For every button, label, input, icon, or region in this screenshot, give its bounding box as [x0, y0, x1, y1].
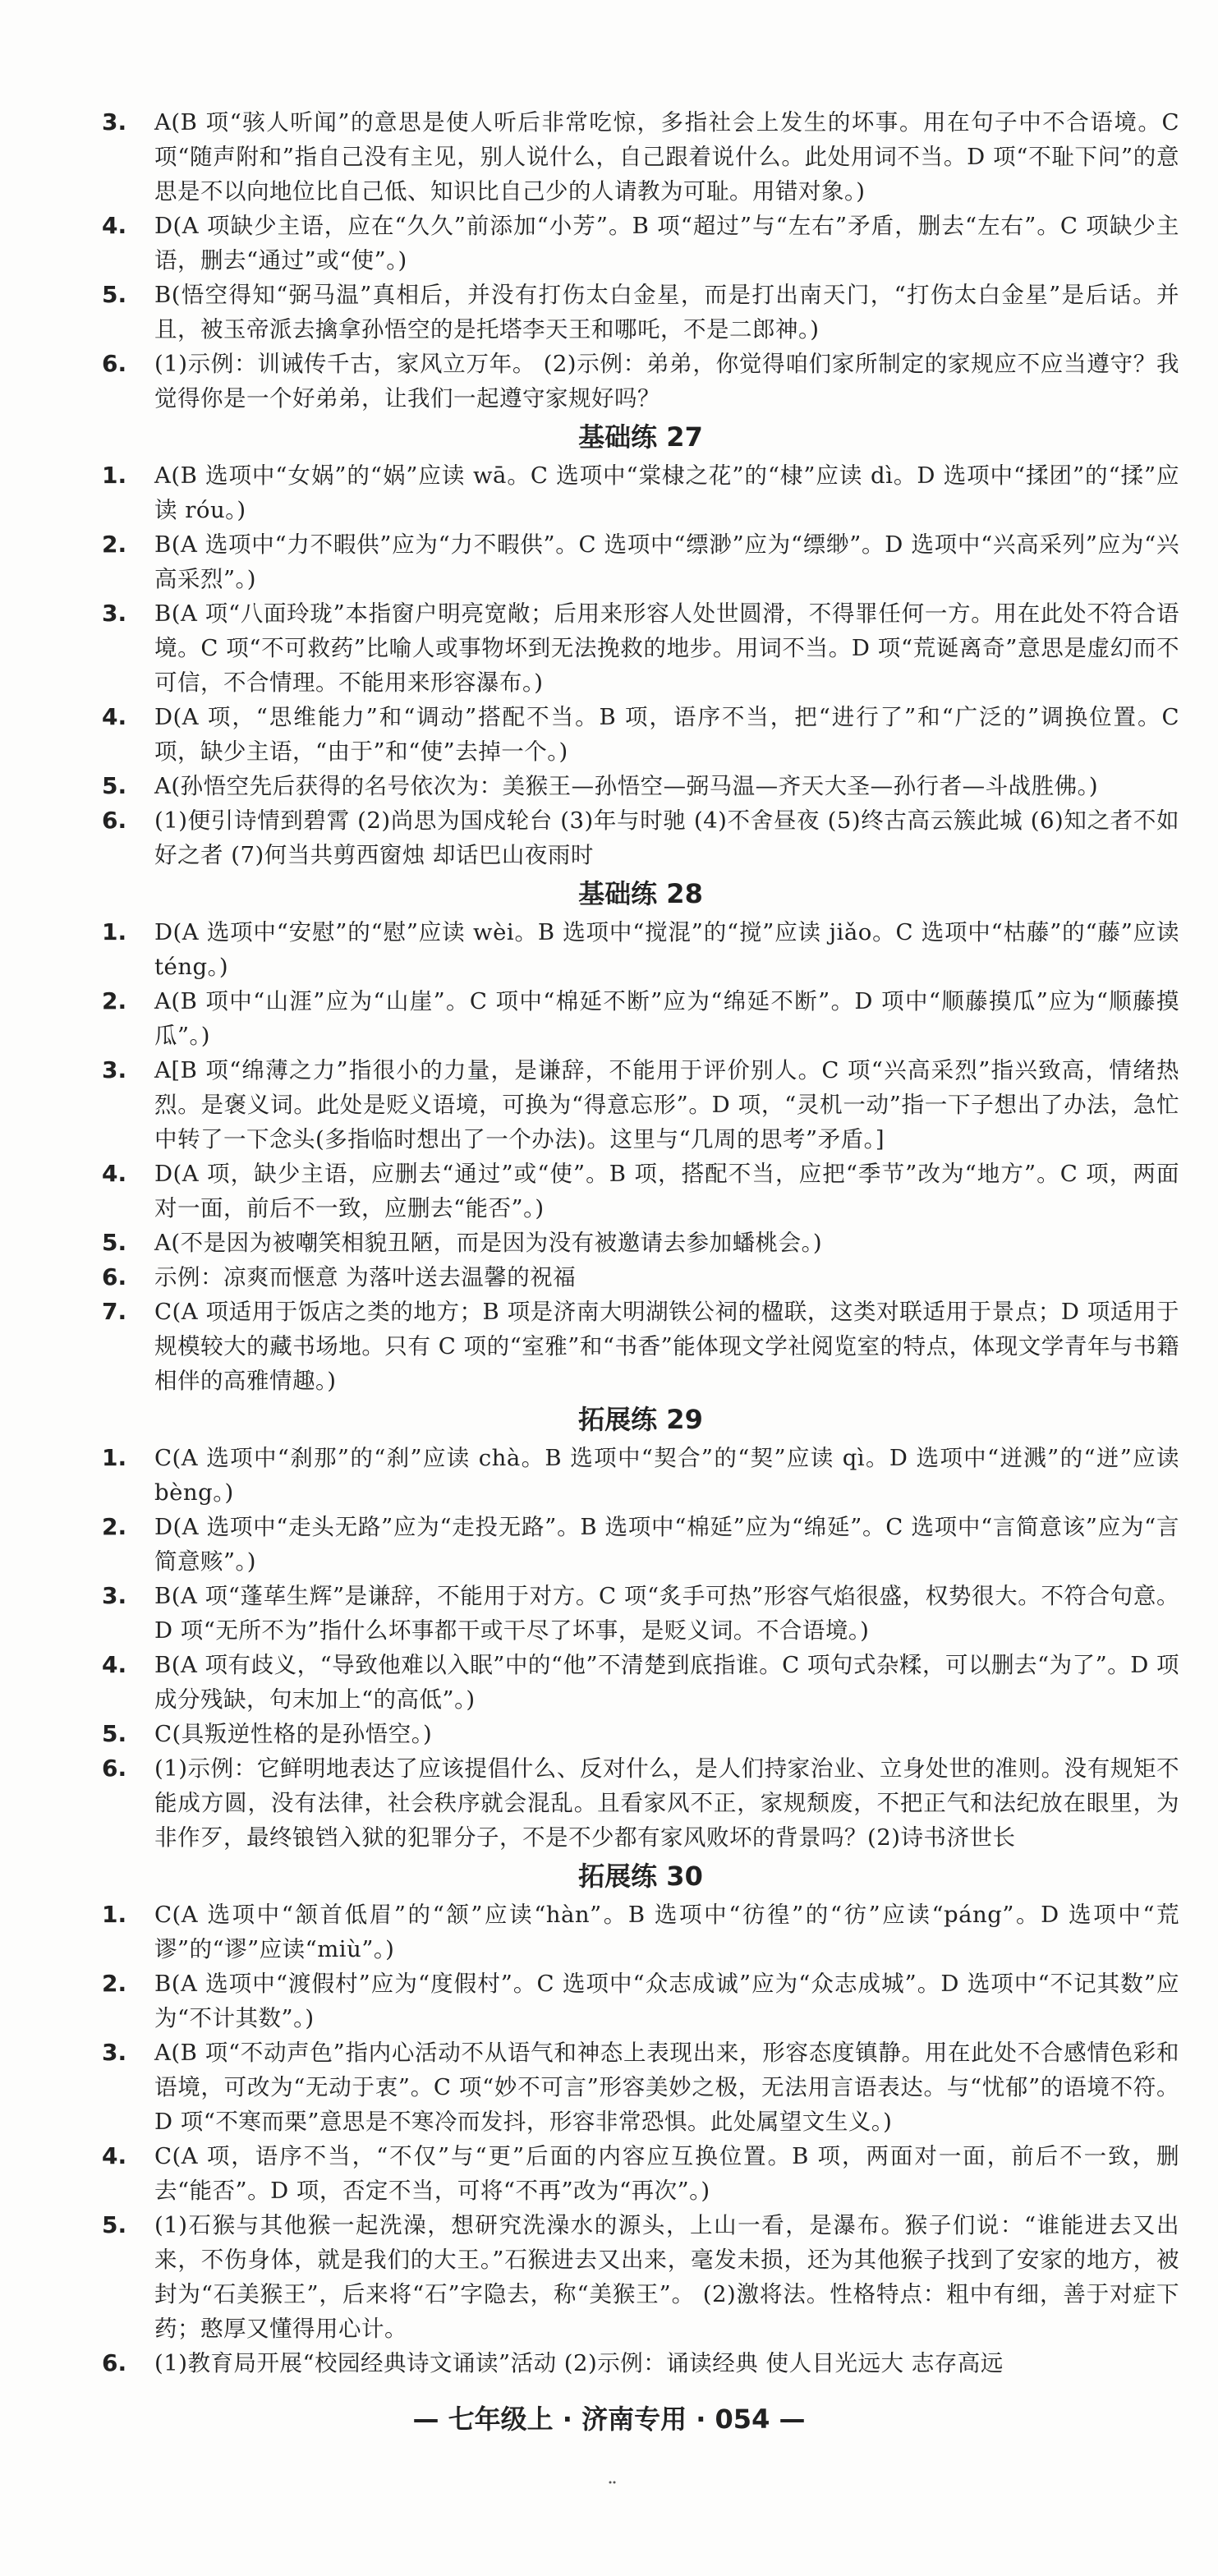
item-number: 5. [102, 1229, 127, 1256]
answer-item [102, 105, 1179, 209]
item-number: 5. [102, 772, 127, 799]
item-text: D(A 选项中“安慰”的“慰”应读 wèi。B 选项中“搅混”的“搅”应读 jiǎo。C 选项中“枯藤”的“藤”应读 téng。) [154, 919, 1179, 980]
item-text: (1)石猴与其他猴一起洗澡，想研究洗澡水的源头，上山一看，是瀑布。猴子们说：“谁能进去又出来，不伤身体，就是我们的大王。”石猴进去又出来，毫发未损，还为其他猴子找到了安家的地方，被封为“石美猴王”，后来将“石”字隐去，称“美猴王”。 (2)激将法。性格特点：粗中有细，善于对症下药；憨厚又懂得用心计。 [154, 2212, 1179, 2342]
item-number: 4. [102, 212, 127, 239]
answer-item [102, 2036, 1179, 2139]
answer-item [102, 1053, 1179, 1157]
item-number: 6. [102, 1755, 127, 1782]
answer-item [102, 803, 1179, 872]
item-number: 4. [102, 1651, 127, 1678]
item-number: 5. [102, 2211, 127, 2238]
answer-item [102, 1510, 1179, 1579]
item-number: 1. [102, 918, 127, 945]
item-text: B(A 选项中“渡假村”应为“度假村”。C 选项中“众志成诚”应为“众志成城”。D 选项中“不记其数”应为“不计其数”。) [154, 1971, 1179, 2031]
item-text: D(A 项，缺少主语，应删去“通过”或“使”。B 项，搭配不当，应把“季节”改为“地方”。C 项，两面对一面，前后不一致，应删去“能否”。) [154, 1161, 1179, 1221]
item-number: 2. [102, 1513, 127, 1540]
item-number: 6. [102, 1263, 127, 1290]
section-heading: 拓展练 29 [578, 1404, 703, 1435]
answer-item [102, 527, 1179, 596]
answer-item [102, 1648, 1179, 1717]
answer-section [102, 876, 1179, 1398]
item-text: D(A 选项中“走头无路”应为“走投无路”。B 选项中“棉延”应为“绵延”。C 选项中“言简意该”应为“言简意赅”。) [154, 1514, 1179, 1575]
section-heading: 基础练 27 [578, 421, 703, 453]
item-number: 5. [102, 1720, 127, 1747]
item-number: 5. [102, 281, 127, 308]
answer-item [102, 1579, 1179, 1648]
scan-speck [608, 2481, 616, 2484]
answer-item [102, 458, 1179, 527]
item-text: D(A 项缺少主语，应在“久久”前添加“小芳”。B 项“超过”与“左右”矛盾，删去“左右”。C 项缺少主语，删去“通过”或“使”。) [154, 213, 1179, 274]
item-text: B(A 项有歧义，“导致他难以入眠”中的“他”不清楚到底指谁。C 项句式杂糅，可以删去“为了”。D 项成分残缺，句末加上“的高低”。) [154, 1652, 1179, 1713]
answer-item [102, 2346, 1179, 2380]
answer-item [102, 2208, 1179, 2346]
answer-item [102, 1441, 1179, 1510]
item-text: A(B 项中“山涯”应为“山崖”。C 项中“棉延不断”应为“绵延不断”。D 项中“顺藤摸瓜”应为“顺藤摸瓜”。) [154, 988, 1179, 1049]
item-text: (1)示例：训诫传千古，家风立万年。 (2)示例：弟弟，你觉得咱们家所制定的家规应不应当遵守？我觉得你是一个好弟弟，让我们一起遵守家规好吗？ [154, 351, 1179, 412]
item-number: 3. [102, 1056, 127, 1083]
item-text: 示例：凉爽而惬意 为落叶送去温馨的祝福 [154, 1264, 577, 1290]
item-number: 3. [102, 2039, 127, 2066]
answer-item [102, 2139, 1179, 2208]
item-text: A(B 项“不动声色”指内心活动不从语气和神态上表现出来，形容态度镇静。用在此处不合感情色彩和语境，可改为“无动于衷”。C 项“妙不可言”形容美妙之极，无法用言语表达。与“忧郁”的语境不符。D 项“不寒而栗”意思是不寒冷而发抖，形容非常恐惧。此处属望文生义。) [154, 2040, 1179, 2135]
item-text: A(B 项“骇人听闻”的意思是使人听后非常吃惊，多指社会上发生的坏事。用在句子中不合语境。C 项“随声附和”指自己没有主见，别人说什么，自己跟着说什么。此处用词不当。D 项“不耻下问”的意思是不以向地位比自己低、知识比自己少的人请教为可耻。用错对象。) [154, 109, 1179, 205]
answer-item [102, 347, 1179, 416]
item-number: 1. [102, 1901, 127, 1928]
item-number: 6. [102, 2349, 127, 2376]
answer-item [102, 700, 1179, 769]
answer-item [102, 278, 1179, 347]
item-text: A(B 选项中“女娲”的“娲”应读 wā。C 选项中“棠棣之花”的“棣”应读 dì。D 选项中“揉团”的“揉”应读 róu。) [154, 462, 1179, 523]
item-number: 7. [102, 1298, 127, 1325]
item-number: 4. [102, 2142, 127, 2169]
answer-item [102, 1751, 1179, 1855]
answer-item [102, 596, 1179, 700]
item-text: D(A 项，“思维能力”和“调动”搭配不当。B 项，语序不当，把“进行了”和“广泛的”调换位置。C 项，缺少主语，“由于”和“使”去掉一个。) [154, 704, 1179, 765]
item-number: 4. [102, 703, 127, 730]
answer-item [102, 984, 1179, 1053]
item-number: 6. [102, 350, 127, 377]
answer-item [102, 1295, 1179, 1398]
answer-item [102, 1260, 1179, 1295]
item-text: C(A 选项中“刹那”的“刹”应读 chà。B 选项中“契合”的“契”应读 qì。D 选项中“迸溅”的“迸”应读 bèng。) [154, 1445, 1179, 1506]
page-footer: — 七年级上 · 济南专用 · 054 — [412, 2404, 806, 2435]
item-text: B(A 选项中“力不暇供”应为“力不暇供”。C 选项中“缥渺”应为“缥缈”。D 选项中“兴高采列”应为“兴高采烈”。) [154, 531, 1179, 592]
item-text: B(悟空得知“弼马温”真相后，并没有打伤太白金星，而是打出南天门，“打伤太白金星”是后话。并且，被玉帝派去擒拿孙悟空的是托塔李天王和哪吒，不是二郎神。) [154, 282, 1179, 343]
answer-item [102, 1717, 1179, 1751]
answer-content [102, 105, 1179, 2380]
answer-item [102, 1157, 1179, 1226]
item-text: C(A 选项中“颔首低眉”的“颔”应读“hàn”。B 选项中“彷徨”的“彷”应读“páng”。D 选项中“荒谬”的“谬”应读“miù”。) [154, 1902, 1179, 1962]
answer-section [102, 105, 1179, 416]
answer-section [102, 419, 1179, 872]
item-text: (1)便引诗情到碧霄 (2)尚思为国戍轮台 (3)年与时驰 (4)不舍昼夜 (5)终古高云簇此城 (6)知之者不如好之者 (7)何当共剪西窗烛 却话巴山夜雨时 [154, 807, 1179, 868]
item-text: A[B 项“绵薄之力”指很小的力量，是谦辞，不能用于评价别人。C 项“兴高采烈”指兴致高，情绪热烈。是褒义词。此处是贬义语境，可换为“得意忘形”。D 项，“灵机一动”指一下子想出了办法，急忙中转了一下念头(多指临时想出了一个办法)。这里与“几周的思考”矛盾。] [154, 1057, 1179, 1152]
item-number: 4. [102, 1160, 127, 1187]
item-number: 2. [102, 531, 127, 558]
item-text: C(A 项，语序不当，“不仅”与“更”后面的内容应互换位置。B 项，两面对一面，前后不一致，删去“能否”。D 项，否定不当，可将“不再”改为“再次”。) [154, 2143, 1179, 2204]
item-text: B(A 项“八面玲珑”本指窗户明亮宽敞；后用来形容人处世圆滑，不得罪任何一方。用在此处不符合语境。C 项“不可救药”比喻人或事物坏到无法挽救的地步。用词不当。D 项“荒诞离奇”意思是虚幻而不可信，不合情理。不能用来形容瀑布。) [154, 600, 1179, 696]
answer-item [102, 1226, 1179, 1260]
answer-section [102, 1401, 1179, 1855]
item-text: B(A 项“蓬荜生辉”是谦辞，不能用于对方。C 项“炙手可热”形容气焰很盛，权势很大。不符合句意。D 项“无所不为”指什么坏事都干或干尽了坏事，是贬义词。不合语境。) [154, 1583, 1179, 1644]
answer-item [102, 1966, 1179, 2036]
section-heading: 基础练 28 [578, 878, 703, 909]
item-text: A(孙悟空先后获得的名号依次为：美猴王—孙悟空—弼马温—齐天大圣—孙行者—斗战胜佛。) [154, 773, 1099, 799]
answer-item [102, 769, 1179, 803]
item-number: 1. [102, 1444, 127, 1471]
item-text: (1)教育局开展“校园经典诗文诵读”活动 (2)示例：诵读经典 使人目光远大 志存高远 [154, 2350, 1004, 2376]
item-text: C(A 项适用于饭店之类的地方；B 项是济南大明湖铁公祠的楹联，这类对联适用于景点；D 项适用于规模较大的藏书场地。只有 C 项的“室雅”和“书香”能体现文学社阅览室的特点，体现文学青年与书籍相伴的高雅情趣。) [154, 1299, 1179, 1394]
item-text: (1)示例：它鲜明地表达了应该提倡什么、反对什么，是人们持家治业、立身处世的准则。没有规矩不能成方圆，没有法律，社会秩序就会混乱。且看家风不正，家规颓废，不把正气和法纪放在眼里，为非作歹，最终锒铛入狱的犯罪分子，不是不少都有家风败坏的背景吗？(2)诗书济世长 [154, 1755, 1179, 1851]
item-number: 3. [102, 1582, 127, 1609]
item-number: 6. [102, 807, 127, 834]
item-number: 2. [102, 1970, 127, 1997]
answer-item [102, 1898, 1179, 1966]
item-number: 2. [102, 987, 127, 1014]
item-number: 3. [102, 108, 127, 136]
item-number: 3. [102, 600, 127, 627]
answer-item [102, 209, 1179, 278]
answer-item [102, 915, 1179, 984]
item-text: C(具叛逆性格的是孙悟空。) [154, 1721, 433, 1747]
item-text: A(不是因为被嘲笑相貌丑陋，而是因为没有被邀请去参加蟠桃会。) [154, 1230, 823, 1256]
item-number: 1. [102, 462, 127, 489]
section-heading: 拓展练 30 [578, 1861, 703, 1892]
answer-section [102, 1858, 1179, 2380]
